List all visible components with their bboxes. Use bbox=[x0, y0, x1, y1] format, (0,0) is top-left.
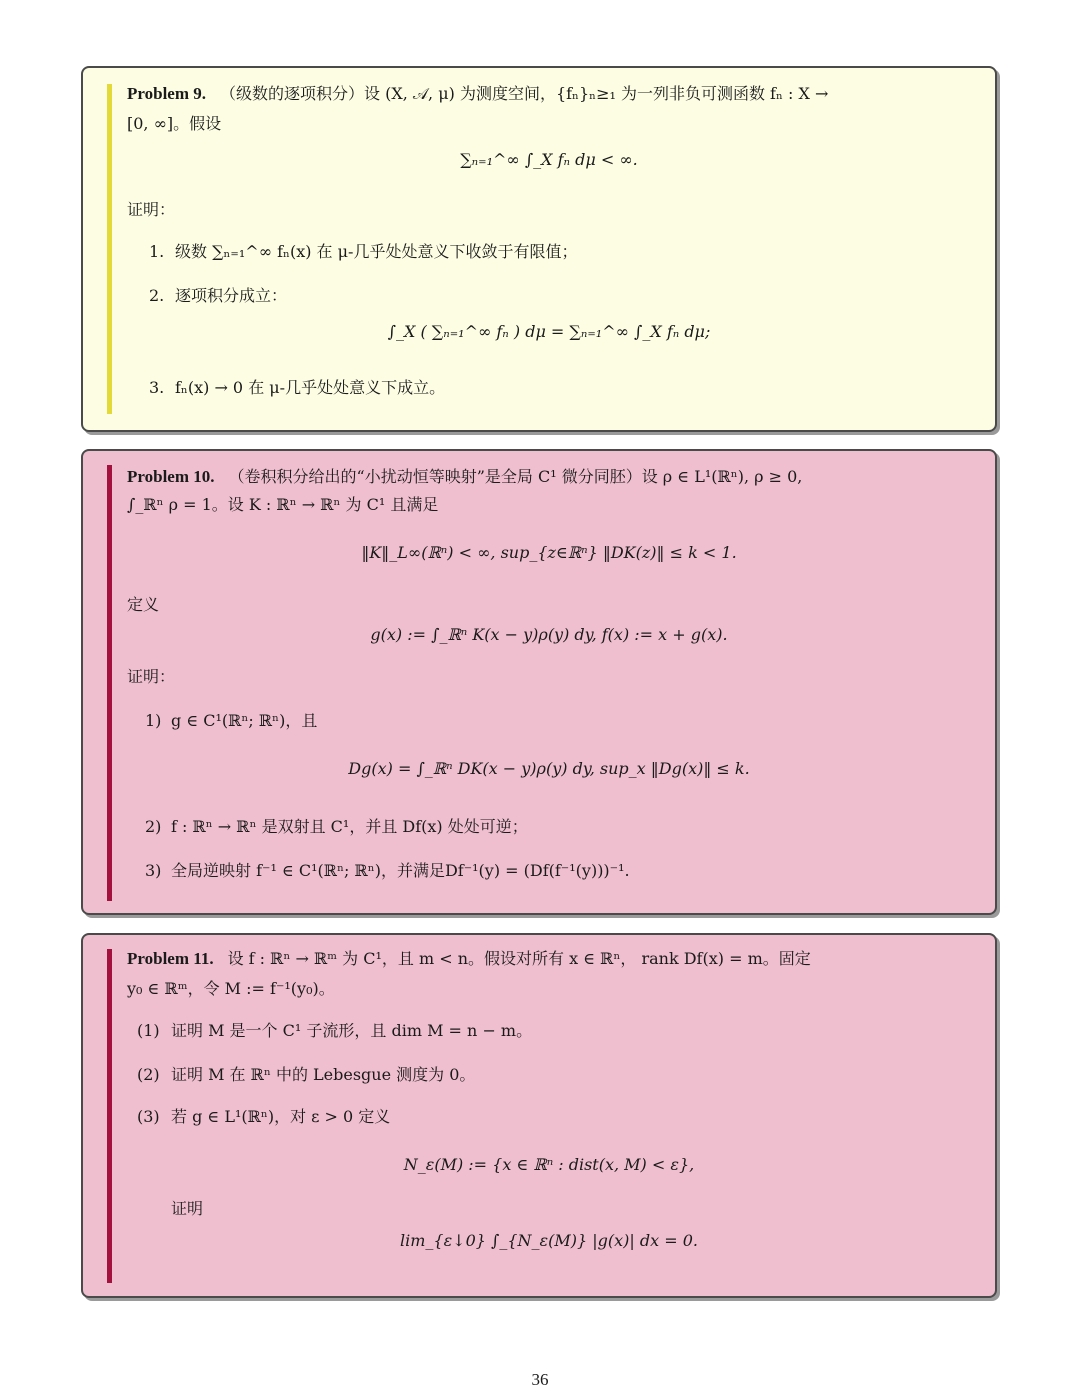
problem-10-accent-bar bbox=[107, 465, 112, 901]
item-number: 3. bbox=[149, 378, 165, 397]
problem-10-box bbox=[81, 449, 997, 915]
problem-9-text-1: （级数的逐项积分）设 (X, 𝒜, μ) 为测度空间，{fₙ}ₙ≥₁ 为一列非负可测函数 fₙ : X → bbox=[220, 84, 829, 103]
item-text: fₙ(x) → 0 在 μ-几乎处处意义下成立。 bbox=[175, 378, 446, 397]
problem-11-box bbox=[81, 933, 997, 1298]
problem-9-equation-2: ∫_X ( ∑ₙ₌₁^∞ fₙ ) dμ = ∑ₙ₌₁^∞ ∫_X fₙ dμ; bbox=[387, 322, 711, 341]
problem-11-text-1: 设 f : ℝⁿ → ℝᵐ 为 C¹，且 m < n。假设对所有 x ∈ ℝⁿ， rank Df(x) = m。固定 bbox=[227, 949, 811, 968]
problem-10-item-2 bbox=[145, 815, 528, 839]
item-text: 全局逆映射 f⁻¹ ∈ C¹(ℝⁿ; ℝⁿ)，并满足Df⁻¹(y) = (Df(f⁻¹(y)))⁻¹. bbox=[171, 861, 630, 880]
problem-11-item-3 bbox=[137, 1105, 390, 1129]
item-number: 3) bbox=[145, 861, 162, 880]
problem-9-prove-label: 证明： bbox=[127, 200, 176, 219]
problem-11-item-1 bbox=[137, 1019, 532, 1043]
problem-10-item-3 bbox=[145, 859, 630, 883]
problem-10-equation-3: Dg(x) = ∫_ℝⁿ DK(x − y)ρ(y) dy, sup_x ‖Dg(x)‖ ≤ k. bbox=[348, 759, 750, 778]
item-number: (1) bbox=[137, 1021, 160, 1040]
item-number: 1. bbox=[149, 242, 165, 261]
problem-10-text-1: （卷积积分给出的“小扰动恒等映射”是全局 C¹ 微分同胚）设 ρ ∈ L¹(ℝⁿ), ρ ≥ 0, bbox=[228, 467, 803, 486]
item-text: 若 g ∈ L¹(ℝⁿ)，对 ε > 0 定义 bbox=[171, 1107, 391, 1126]
page-number: 36 bbox=[531, 1370, 549, 1389]
item-text: 证明 M 在 ℝⁿ 中的 Lebesgue 测度为 0。 bbox=[171, 1065, 476, 1084]
problem-9-item-3 bbox=[149, 376, 445, 400]
item-text: 逐项积分成立： bbox=[175, 286, 288, 305]
problem-9-item-1 bbox=[149, 240, 577, 264]
problem-10-item-1 bbox=[145, 709, 317, 733]
problem-9-box bbox=[81, 66, 997, 432]
problem-9-content bbox=[127, 68, 971, 430]
item-number: 2) bbox=[145, 817, 162, 836]
problem-10-equation-2: g(x) := ∫_ℝⁿ K(x − y)ρ(y) dy, f(x) := x + g(x). bbox=[370, 625, 728, 644]
item-number: (3) bbox=[137, 1107, 160, 1126]
item-number: 1) bbox=[145, 711, 162, 730]
problem-11-equation-1: N_ε(M) := {x ∈ ℝⁿ : dist(x, M) < ε}, bbox=[403, 1155, 695, 1174]
problem-11-content bbox=[127, 935, 971, 1296]
item-text: g ∈ C¹(ℝⁿ; ℝⁿ)，且 bbox=[171, 711, 318, 730]
problem-11-line-1 bbox=[127, 947, 811, 971]
problem-9-title: Problem 9. bbox=[127, 84, 207, 103]
problem-10-define-label: 定义 bbox=[127, 595, 160, 614]
problem-9-equation-1: ∑ₙ₌₁^∞ ∫_X fₙ dμ < ∞. bbox=[460, 150, 638, 169]
problem-11-equation-2: lim_{ε↓0} ∫_{N_ε(M)} |g(x)| dx = 0. bbox=[400, 1231, 698, 1250]
problem-10-equation-1: ‖K‖_L∞(ℝⁿ) < ∞, sup_{z∈ℝⁿ} ‖DK(z)‖ ≤ k < 1. bbox=[361, 543, 737, 562]
item-number: (2) bbox=[137, 1065, 160, 1084]
problem-10-line-1 bbox=[127, 465, 802, 489]
problem-11-title: Problem 11. bbox=[127, 949, 214, 968]
problem-9-accent-bar bbox=[107, 84, 112, 414]
item-text: 证明 M 是一个 C¹ 子流形，且 dim M = n − m。 bbox=[171, 1021, 533, 1040]
problem-11-item-2 bbox=[137, 1063, 475, 1087]
item-number: 2. bbox=[149, 286, 165, 305]
problem-10-prove-label: 证明： bbox=[127, 667, 176, 686]
problem-10-line-2: ∫_ℝⁿ ρ = 1。设 K : ℝⁿ → ℝⁿ 为 C¹ 且满足 bbox=[127, 495, 439, 514]
problem-10-content bbox=[127, 451, 971, 913]
problem-9-line-1 bbox=[127, 82, 828, 106]
problem-11-line-2: y₀ ∈ ℝᵐ，令 M := f⁻¹(y₀)。 bbox=[127, 979, 335, 998]
problem-9-item-2 bbox=[149, 284, 287, 308]
item-text: f : ℝⁿ → ℝⁿ 是双射且 C¹，并且 Df(x) 处处可逆； bbox=[171, 817, 528, 836]
problem-9-line-2: [0, ∞]。假设 bbox=[127, 114, 222, 133]
problem-10-title: Problem 10. bbox=[127, 467, 215, 486]
item-text: 级数 ∑ₙ₌₁^∞ fₙ(x) 在 μ-几乎处处意义下收敛于有限值； bbox=[175, 242, 578, 261]
problem-11-accent-bar bbox=[107, 949, 112, 1283]
problem-11-prove-label: 证明 bbox=[171, 1199, 204, 1218]
